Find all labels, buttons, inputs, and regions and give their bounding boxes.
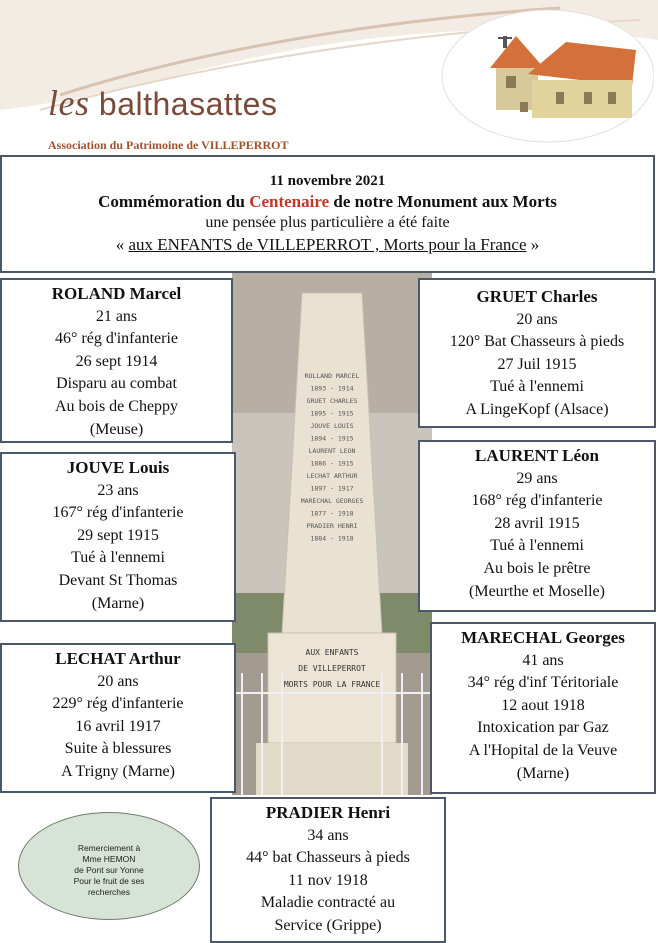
monument-engraving: GRUET CHARLES (306, 397, 358, 405)
monument-engraving: 1884 - 1918 (310, 534, 354, 543)
soldier-place: A l'Hopital de la Veuve (468, 741, 618, 759)
soldier-date: 11 nov 1918 (288, 871, 368, 889)
event-subtitle: une pensée plus particulière a été faite (205, 214, 450, 231)
soldier-fate: Maladie contracté au (260, 894, 396, 912)
thanks-line: Remerciement à (77, 843, 141, 853)
monument-engraving: 1897 - 1917 (310, 484, 354, 493)
brand-title (48, 82, 277, 124)
soldier-age: 34 ans (307, 826, 349, 844)
soldier-date: 28 avril 1915 (494, 514, 580, 532)
soldier-card-laurent (418, 440, 656, 612)
commemoration-banner (0, 155, 655, 273)
monument-plaque-text: AUX ENFANTS (305, 648, 359, 657)
soldier-date: 26 sept 1914 (75, 352, 158, 370)
soldier-place: Service (Grippe) (274, 916, 382, 934)
brand-name: balthasattes (98, 86, 278, 122)
thanks-line: Pour le fruit de ses (73, 876, 145, 886)
event-title-highlight: Centenaire (249, 192, 330, 211)
monument-engraving: LAURENT LEON (308, 447, 356, 455)
soldier-date: 12 aout 1918 (501, 696, 585, 714)
soldier-name: PRADIER Henri (265, 803, 391, 822)
monument-engraving: MARECHAL GEORGES (300, 497, 364, 505)
chapel-logo (436, 8, 654, 148)
soldier-region: (Marne) (91, 594, 145, 612)
soldier-unit: 167° rég d'infanterie (52, 504, 184, 522)
event-date: 11 novembre 2021 (269, 173, 386, 189)
soldier-place: A LingeKopf (Alsace) (465, 400, 609, 418)
soldier-age: 20 ans (516, 310, 558, 328)
soldier-place: Au bois de Cheppy (54, 397, 179, 415)
soldier-age: 21 ans (95, 307, 138, 325)
soldier-unit: 34° rég d'inf Téritoriale (467, 674, 619, 692)
soldier-fate: Tué à l'ennemi (490, 537, 584, 555)
monument-plaque-text: DE VILLEPERROT (298, 664, 366, 673)
soldier-region: (Meurthe et Moselle) (469, 582, 605, 600)
soldier-age: 23 ans (97, 481, 139, 499)
monument-engraving: 1877 - 1918 (310, 509, 354, 518)
soldier-age: 41 ans (522, 651, 564, 669)
soldier-unit: 168° rég d'infanterie (471, 492, 603, 510)
soldier-name: LECHAT Arthur (55, 649, 181, 668)
monument-engraving: ROLLAND MARCEL (304, 372, 360, 380)
soldier-unit: 46° rég d'infanterie (54, 330, 178, 348)
monument-illustration (232, 273, 432, 795)
thanks-line: recherches (87, 887, 131, 897)
association-subtitle: Association du Patrimoine de VILLEPERROT (48, 138, 289, 152)
monument-engraving: PRADIER HENRI (306, 522, 358, 530)
soldier-age: 29 ans (516, 469, 558, 487)
soldier-name: MARECHAL Georges (461, 628, 625, 647)
event-title-part: Commémoration du (98, 192, 250, 211)
soldier-card-gruet (418, 278, 656, 428)
soldier-unit: 229° rég d'infanterie (52, 695, 184, 713)
soldier-region: (Marne) (516, 764, 570, 782)
soldier-fate: Disparu au combat (56, 375, 177, 393)
monument-plaque-text: MORTS POUR LA FRANCE (283, 680, 381, 689)
soldier-name: JOUVE Louis (66, 458, 170, 477)
soldier-card-roland (0, 278, 233, 443)
soldier-name: ROLAND Marcel (51, 284, 182, 303)
soldier-fate: Suite à blessures (64, 740, 172, 758)
soldier-place: Au bois le prêtre (483, 559, 591, 577)
monument-engraving: 1895 - 1915 (310, 409, 354, 418)
soldier-region: (Meuse) (89, 420, 144, 438)
soldier-card-jouve (0, 452, 236, 622)
monument-photo (232, 273, 432, 795)
soldier-card-marechal (430, 622, 656, 794)
soldier-unit: 44° bat Chasseurs à pieds (246, 849, 410, 867)
soldier-fate: Intoxication par Gaz (477, 719, 609, 737)
brand-prefix: les (48, 83, 90, 123)
monument-engraving: JOUVE LOUIS (310, 422, 354, 430)
soldier-card-lechat (0, 643, 236, 793)
quote-open: « (115, 235, 129, 254)
thanks-line: de Pont sur Yonne (74, 865, 144, 875)
soldier-unit: 120° Bat Chasseurs à pieds (449, 333, 625, 351)
soldier-place: Devant St Thomas (58, 571, 178, 589)
monument-engraving: LECHAT ARTHUR (306, 472, 358, 480)
soldier-fate: Tué à l'ennemi (490, 378, 584, 396)
quote-close: » (526, 235, 540, 254)
soldier-place: A Trigny (Marne) (61, 762, 175, 780)
event-dedication (2, 233, 653, 257)
soldier-date: 29 sept 1915 (77, 526, 159, 544)
thanks-line: Mme HEMON (82, 854, 136, 864)
dedication-text: aux ENFANTS de VILLEPERROT , Morts pour la France (128, 235, 527, 254)
monument-engraving: 1893 - 1914 (310, 384, 354, 393)
monument-engraving: 1894 - 1915 (310, 434, 354, 443)
soldier-card-pradier (210, 797, 446, 943)
soldier-date: 27 Juil 1915 (497, 355, 577, 373)
soldier-date: 16 avril 1917 (75, 717, 161, 735)
soldier-name: GRUET Charles (476, 287, 598, 306)
soldier-age: 20 ans (97, 672, 139, 690)
event-title-part: de notre Monument aux Morts (329, 192, 557, 211)
soldier-name: LAURENT Léon (475, 446, 599, 465)
acknowledgement-oval (18, 812, 200, 920)
soldier-fate: Tué à l'ennemi (71, 549, 165, 567)
event-title (2, 191, 653, 213)
monument-engraving: 1886 - 1915 (310, 459, 354, 468)
